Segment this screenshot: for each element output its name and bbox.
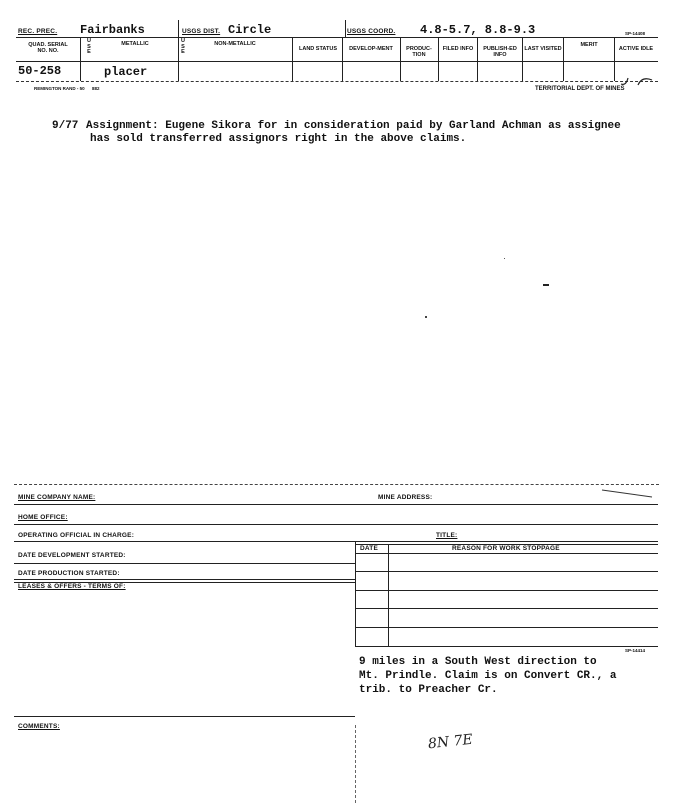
- bottom-form-number: SP-14414: [625, 648, 646, 653]
- scribble-stroke-icon: [600, 487, 655, 499]
- col-production: PRODUC-TION: [406, 46, 432, 58]
- title-label: TITLE:: [436, 532, 458, 539]
- use-letters-nonmetallic: U S E: [181, 38, 185, 55]
- scan-speck: [425, 316, 427, 318]
- metallic-value: placer: [104, 65, 148, 79]
- leases-label: LEASES & OFFERS - TERMS OF:: [18, 583, 126, 590]
- date-development-label: DATE DEVELOPMENT STARTED:: [18, 552, 126, 559]
- col-filed-info: FILED INFO: [442, 46, 474, 52]
- location-line-2: Mt. Prindle. Claim is on Convert CR., a: [359, 670, 617, 682]
- col-last-visited: LAST VISITED: [524, 46, 562, 52]
- top-footer-left: REMINGTON RAND - 50: [34, 86, 85, 91]
- top-footer-code: 882: [92, 86, 100, 91]
- use-letters-metallic: U S E: [87, 38, 91, 55]
- quad-serial-value: 50-258: [18, 64, 62, 78]
- rec-prec-label: REC. PREC.: [18, 28, 58, 35]
- operating-official-label: OPERATING OFFICIAL IN CHARGE:: [18, 532, 135, 539]
- metallic-label: METALLIC: [121, 41, 149, 47]
- col-active-idle: ACTIVE IDLE: [618, 46, 654, 52]
- handwritten-note: 8N 7E: [427, 731, 474, 753]
- top-form-number: SP-14408: [625, 31, 646, 36]
- quad-serial-label: QUAD. SERIAL NO. NO.: [28, 42, 68, 54]
- mine-address-label: MINE ADDRESS:: [378, 494, 433, 501]
- non-metallic-label: NON-METALLIC: [214, 41, 256, 47]
- date-production-label: DATE PRODUCTION STARTED:: [18, 570, 120, 577]
- top-footer-right: TERRITORIAL DEPT. OF MINES: [535, 86, 625, 92]
- mine-company-label: MINE COMPANY NAME:: [18, 494, 96, 501]
- scan-speck: [543, 284, 549, 286]
- rec-prec-value: Fairbanks: [80, 23, 145, 37]
- usgs-coord-label: USGS COORD.: [347, 28, 396, 35]
- reason-col-label: REASON FOR WORK STOPPAGE: [452, 545, 560, 552]
- scan-speck: [504, 258, 505, 259]
- col-published-info: PUBLISH-ED INFO: [483, 46, 517, 58]
- comments-label: COMMENTS:: [18, 723, 60, 730]
- usgs-dist-label: USGS DIST.: [182, 28, 221, 35]
- location-line-1: 9 miles in a South West direction to: [359, 656, 597, 668]
- note-date: 9/77: [52, 120, 79, 132]
- col-development: DEVELOP-MENT: [349, 46, 393, 52]
- note-line-2: has sold transferred assignors right in the above claims.: [90, 133, 467, 145]
- date-col-label: DATE: [360, 545, 379, 552]
- note-line-1: Assignment: Eugene Sikora for in consideration paid by Garland Achman as assignee: [86, 120, 621, 132]
- home-office-label: HOME OFFICE:: [18, 514, 68, 521]
- usgs-dist-value: Circle: [228, 23, 272, 37]
- usgs-coord-value: 4.8-5.7, 8.8-9.3: [420, 23, 536, 37]
- location-line-3: trib. to Preacher Cr.: [359, 684, 498, 696]
- col-merit: MERIT: [580, 42, 598, 48]
- col-land-status: LAND STATUS: [299, 46, 337, 52]
